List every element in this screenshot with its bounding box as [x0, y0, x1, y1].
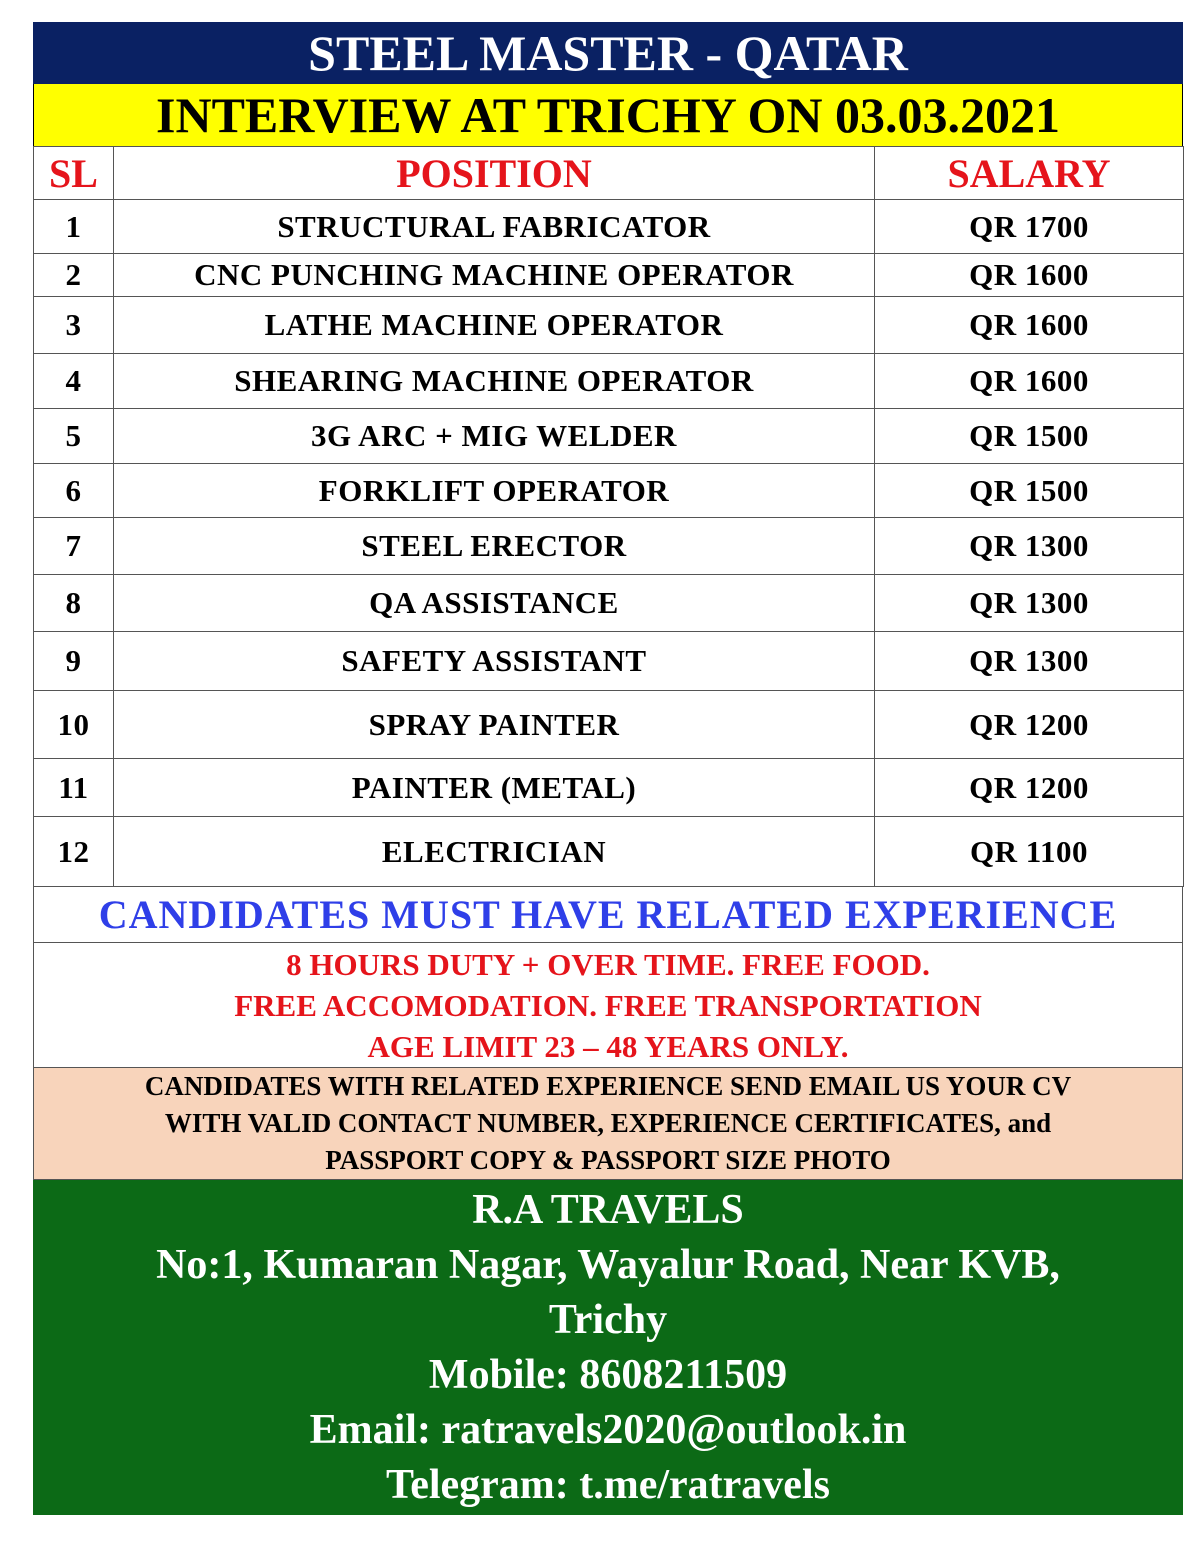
row-salary: QR 1500: [875, 464, 1184, 518]
benefits-line: FREE ACCOMODATION. FREE TRANSPORTATION: [234, 987, 982, 1023]
row-position: STEEL ERECTOR: [114, 518, 875, 575]
row-salary: QR 1300: [875, 575, 1184, 632]
cv-line: PASSPORT COPY & PASSPORT SIZE PHOTO: [325, 1145, 891, 1175]
row-position: CNC PUNCHING MACHINE OPERATOR: [114, 254, 875, 297]
table-row: [34, 759, 1184, 817]
table-row: [34, 200, 1184, 254]
table-row: [34, 254, 1184, 297]
row-position: QA ASSISTANCE: [114, 575, 875, 632]
poster-title: STEEL MASTER - QATAR: [33, 22, 1183, 84]
row-position: FORKLIFT OPERATOR: [114, 464, 875, 518]
row-position: 3G ARC + MIG WELDER: [114, 409, 875, 464]
benefits-line: AGE LIMIT 23 – 48 YEARS ONLY.: [367, 1028, 849, 1064]
header-position: POSITION: [114, 147, 875, 200]
row-salary: QR 1300: [875, 632, 1184, 691]
header-salary: SALARY: [875, 147, 1184, 200]
table-row: [34, 297, 1184, 354]
table-row: [34, 632, 1184, 691]
job-poster: [33, 22, 1183, 1515]
mobile-number: Mobile: 8608211509: [428, 1351, 788, 1398]
address-line: No:1, Kumaran Nagar, Wayalur Road, Near KVB,: [156, 1241, 1060, 1288]
contact-section: [33, 1180, 1183, 1515]
benefits-line: 8 HOURS DUTY + OVER TIME. FREE FOOD.: [286, 946, 930, 982]
table-row: [34, 691, 1184, 759]
row-position: SPRAY PAINTER: [114, 691, 875, 759]
row-sl: 4: [34, 354, 114, 409]
row-position: SHEARING MACHINE OPERATOR: [114, 354, 875, 409]
cv-line: WITH VALID CONTACT NUMBER, EXPERIENCE CERTIFICATES, and: [164, 1108, 1052, 1138]
table-row: [34, 575, 1184, 632]
row-salary: QR 1600: [875, 254, 1184, 297]
table-row: [34, 409, 1184, 464]
row-sl: 8: [34, 575, 114, 632]
table-row: [34, 464, 1184, 518]
table-row: [34, 817, 1184, 887]
row-salary: QR 1300: [875, 518, 1184, 575]
email-address: Email: ratravels2020@outlook.in: [309, 1406, 907, 1453]
row-position: STRUCTURAL FABRICATOR: [114, 200, 875, 254]
row-salary: QR 1600: [875, 354, 1184, 409]
row-position: LATHE MACHINE OPERATOR: [114, 297, 875, 354]
address-city: Trichy: [548, 1296, 668, 1343]
cv-line: CANDIDATES WITH RELATED EXPERIENCE SEND EMAIL US YOUR CV: [144, 1071, 1072, 1101]
row-sl: 10: [34, 691, 114, 759]
row-position: PAINTER (METAL): [114, 759, 875, 817]
cv-instructions: [33, 1068, 1183, 1180]
experience-requirement: CANDIDATES MUST HAVE RELATED EXPERIENCE: [33, 887, 1183, 943]
company-name: R.A TRAVELS: [472, 1186, 744, 1233]
row-sl: 7: [34, 518, 114, 575]
row-sl: 5: [34, 409, 114, 464]
table-row: [34, 518, 1184, 575]
row-sl: 1: [34, 200, 114, 254]
row-sl: 11: [34, 759, 114, 817]
row-salary: QR 1200: [875, 759, 1184, 817]
row-sl: 6: [34, 464, 114, 518]
row-salary: QR 1500: [875, 409, 1184, 464]
interview-banner: INTERVIEW AT TRICHY ON 03.03.2021: [33, 84, 1183, 146]
positions-table: [33, 146, 1184, 887]
row-salary: QR 1700: [875, 200, 1184, 254]
row-sl: 3: [34, 297, 114, 354]
row-sl: 2: [34, 254, 114, 297]
telegram-link: Telegram: t.me/ratravels: [386, 1461, 830, 1508]
row-salary: QR 1100: [875, 817, 1184, 887]
row-salary: QR 1200: [875, 691, 1184, 759]
header-sl: SL: [34, 147, 114, 200]
table-header-row: [34, 147, 1184, 200]
row-salary: QR 1600: [875, 297, 1184, 354]
row-position: SAFETY ASSISTANT: [114, 632, 875, 691]
benefits-section: [33, 943, 1183, 1068]
row-position: ELECTRICIAN: [114, 817, 875, 887]
row-sl: 12: [34, 817, 114, 887]
table-row: [34, 354, 1184, 409]
row-sl: 9: [34, 632, 114, 691]
